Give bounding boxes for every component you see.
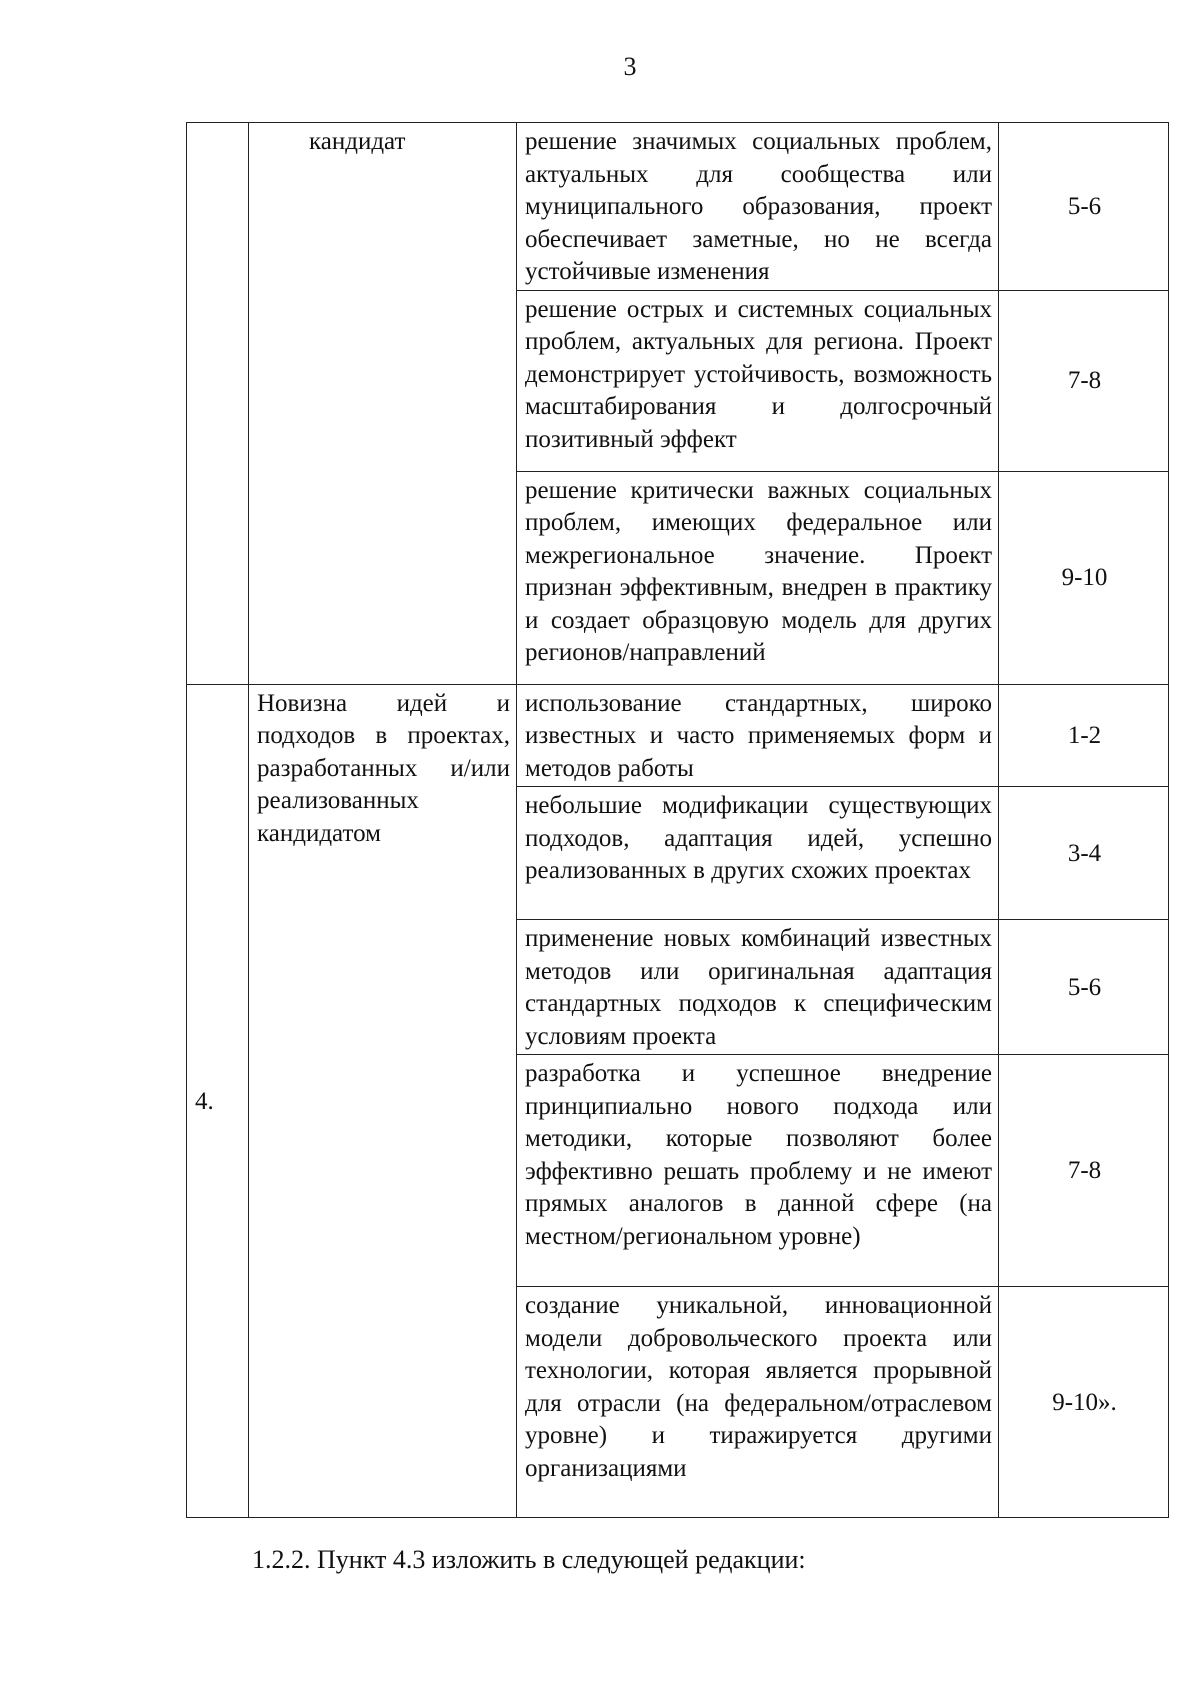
criterion-level-description: использование стандартных, широко известных и часто применяемых форм и методов работы	[517, 684, 999, 787]
criterion-level-description: разработка и успешное внедрение принципиально нового подхода или методики, которые позволяют более эффективно решать проблему и не имеют прямых аналогов в данной сфере (на местном/региональном уровне)	[517, 1055, 999, 1287]
criterion-name: кандидат	[249, 123, 517, 685]
criterion-level-description: решение острых и системных социальных проблем, актуальных для региона. Проект демонстрирует устойчивость, возможность масштабирования и долгосрочный позитивный эффект	[517, 290, 999, 471]
criterion-number	[187, 123, 249, 685]
score-range: 1-2	[999, 684, 1169, 787]
criterion-level-description: небольшие модификации существующих подходов, адаптация идей, успешно реализованных в других схожих проектах	[517, 787, 999, 920]
table-row	[187, 123, 1169, 291]
criterion-level-description: применение новых комбинаций известных методов или оригинальная адаптация стандартных подходов к специфическим условиям проекта	[517, 920, 999, 1055]
score-range: 5-6	[999, 920, 1169, 1055]
criterion-number: 4.	[187, 684, 249, 1518]
page-number: 3	[623, 52, 637, 81]
score-range: 3-4	[999, 787, 1169, 920]
criterion-level-description: решение значимых социальных проблем, актуальных для сообщества или муниципального образования, проект обеспечивает заметные, но не всегда устойчивые изменения	[517, 123, 999, 291]
score-range: 9-10	[999, 471, 1169, 684]
score-range: 5-6	[999, 123, 1169, 291]
table-row	[187, 684, 1169, 787]
score-range: 7-8	[999, 1055, 1169, 1287]
criteria-table	[186, 122, 1169, 1518]
criterion-name: Новизна идей и подходов в проектах, разработанных и/или реализованных кандидатом	[249, 684, 517, 1518]
criterion-level-description: решение критически важных социальных проблем, имеющих федеральное или межрегиональное значение. Проект признан эффективным, внедрен в практику и создает образцовую модель для других регионов/направлений	[517, 471, 999, 684]
score-range: 7-8	[999, 290, 1169, 471]
score-range: 9-10».	[999, 1287, 1169, 1518]
amendment-paragraph: 1.2.2. Пункт 4.3 изложить в следующей редакции:	[252, 1545, 806, 1574]
criterion-level-description: создание уникальной, инновационной модели добровольческого проекта или технологии, которая является прорывной для отрасли (на федеральном/отраслевом уровне) и тиражируется другими организациями	[517, 1287, 999, 1518]
